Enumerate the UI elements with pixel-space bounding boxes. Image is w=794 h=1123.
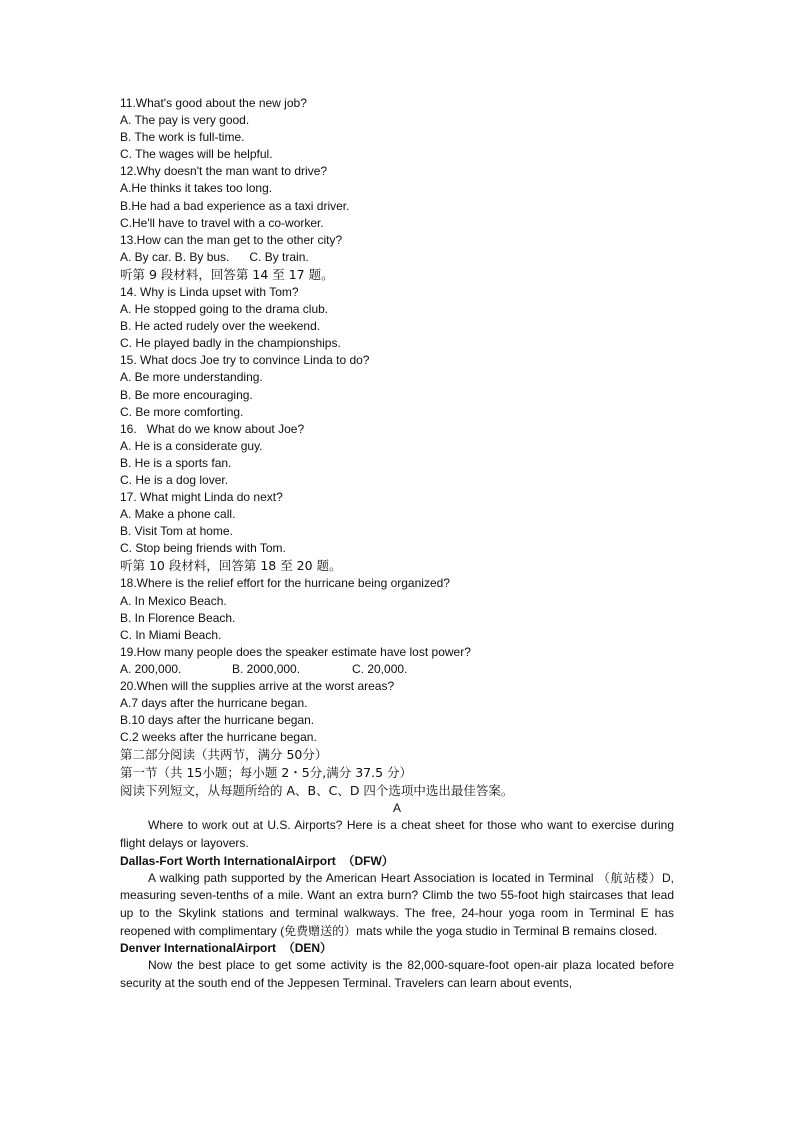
question-13: 13.How can the man get to the other city?: [120, 232, 343, 247]
option-16-a: A. He is a considerate guy.: [120, 438, 263, 453]
option-18-b: B. In Florence Beach.: [120, 610, 236, 625]
passage-letter: A: [392, 801, 401, 816]
reading-section-title: 第一节（共 15小题；每小题 2・5分,满分 37.5 分）: [120, 765, 413, 781]
option-11-a: A. The pay is very good.: [120, 113, 250, 128]
question-16: 16. What do we know about Joe?: [120, 421, 305, 436]
question-20: 20.When will the supplies arrive at the worst areas?: [120, 679, 395, 693]
reading-part-title: 第二部分阅读（共两节，满分 50分）: [120, 747, 328, 763]
options-19: [120, 661, 674, 678]
option-12-c: C.He'll have to travel with a co-worker.: [120, 215, 324, 230]
option-15-b: B. Be more encouraging.: [120, 387, 253, 402]
option-12-b: B.He had a bad experience as a taxi driver.: [120, 198, 350, 213]
option-15-a: A. Be more understanding.: [120, 370, 263, 385]
option-12-a: A.He thinks it takes too long.: [120, 181, 273, 196]
den-paragraph: Now the best place to get some activity is the 82,000-square-foot open-air plaza located before security at the south end of the Jeppesen Terminal. Travelers can learn about events,: [120, 958, 674, 990]
option-19-a: A. 200,000.: [120, 661, 182, 676]
question-19: 19.How many people does the speaker estimate have lost power?: [120, 644, 471, 659]
option-20-c: C.2 weeks after the hurricane began.: [120, 730, 317, 745]
passage-intro: Where to work out at U.S. Airports? Here is a cheat sheet for those who want to exercise during flight delays or layovers.: [120, 818, 674, 851]
option-18-c: C. In Miami Beach.: [120, 627, 222, 642]
dfw-heading: Dallas-Fort Worth InternationalAirport （DFW）: [120, 853, 394, 868]
option-20-b: B.10 days after the hurricane began.: [120, 713, 315, 728]
option-11-b: B. The work is full-time.: [120, 130, 245, 145]
question-17: 17. What might Linda do next?: [120, 490, 283, 505]
section-10-instruction: 听第 10 段材料，回答第 18 至 20 题。: [120, 558, 342, 574]
question-14: 14. Why is Linda upset with Tom?: [120, 284, 299, 299]
question-12: 12.Why doesn't the man want to drive?: [120, 164, 328, 179]
page-content: [120, 95, 674, 992]
reading-instruction: 阅读下列短文，从每题所给的 A、B、C、D 四个选项中选出最佳答案。: [120, 783, 514, 799]
option-17-c: C. Stop being friends with Tom.: [120, 541, 286, 556]
option-14-b: B. He acted rudely over the weekend.: [120, 319, 321, 334]
option-14-a: A. He stopped going to the drama club.: [120, 302, 329, 317]
option-17-b: B. Visit Tom at home.: [120, 524, 233, 539]
dfw-paragraph: A walking path supported by the American Heart Association is located in Terminal （航站楼）D, measuring seven-tenths of a mile. Want an extra burn? Climb the two 55-foot high staircases that lead up to the Skylink stations and terminal walkways. The free, 24-hour yoga room in Terminal E has reopened with complimentary (免费赠送的）mats while the yoga studio in Terminal B remains closed.: [120, 870, 674, 938]
option-16-c: C. He is a dog lover.: [120, 472, 229, 487]
option-11-c: C. The wages will be helpful.: [120, 147, 273, 162]
question-11: 11.What's good about the new job?: [120, 96, 307, 110]
options-13: A. By car. B. By bus. C. By train.: [120, 249, 309, 264]
question-18: 18.Where is the relief effort for the hurricane being organized?: [120, 576, 450, 591]
section-9-instruction: 听第 9 段材料，回答第 14 至 17 题。: [120, 266, 334, 282]
option-17-a: A. Make a phone call.: [120, 507, 236, 522]
option-14-c: C. He played badly in the championships.: [120, 336, 341, 351]
den-heading: Denver InternationalAirport （DEN）: [120, 941, 333, 956]
option-20-a: A.7 days after the hurricane began.: [120, 696, 308, 711]
question-15: 15. What docs Joe try to convince Linda to do?: [120, 353, 370, 368]
option-19-b: B. 2000,000.: [232, 661, 301, 676]
option-19-c: C. 20,000.: [352, 661, 408, 676]
option-16-b: B. He is a sports fan.: [120, 455, 232, 470]
option-15-c: C. Be more comforting.: [120, 404, 244, 419]
option-18-a: A. In Mexico Beach.: [120, 593, 227, 608]
